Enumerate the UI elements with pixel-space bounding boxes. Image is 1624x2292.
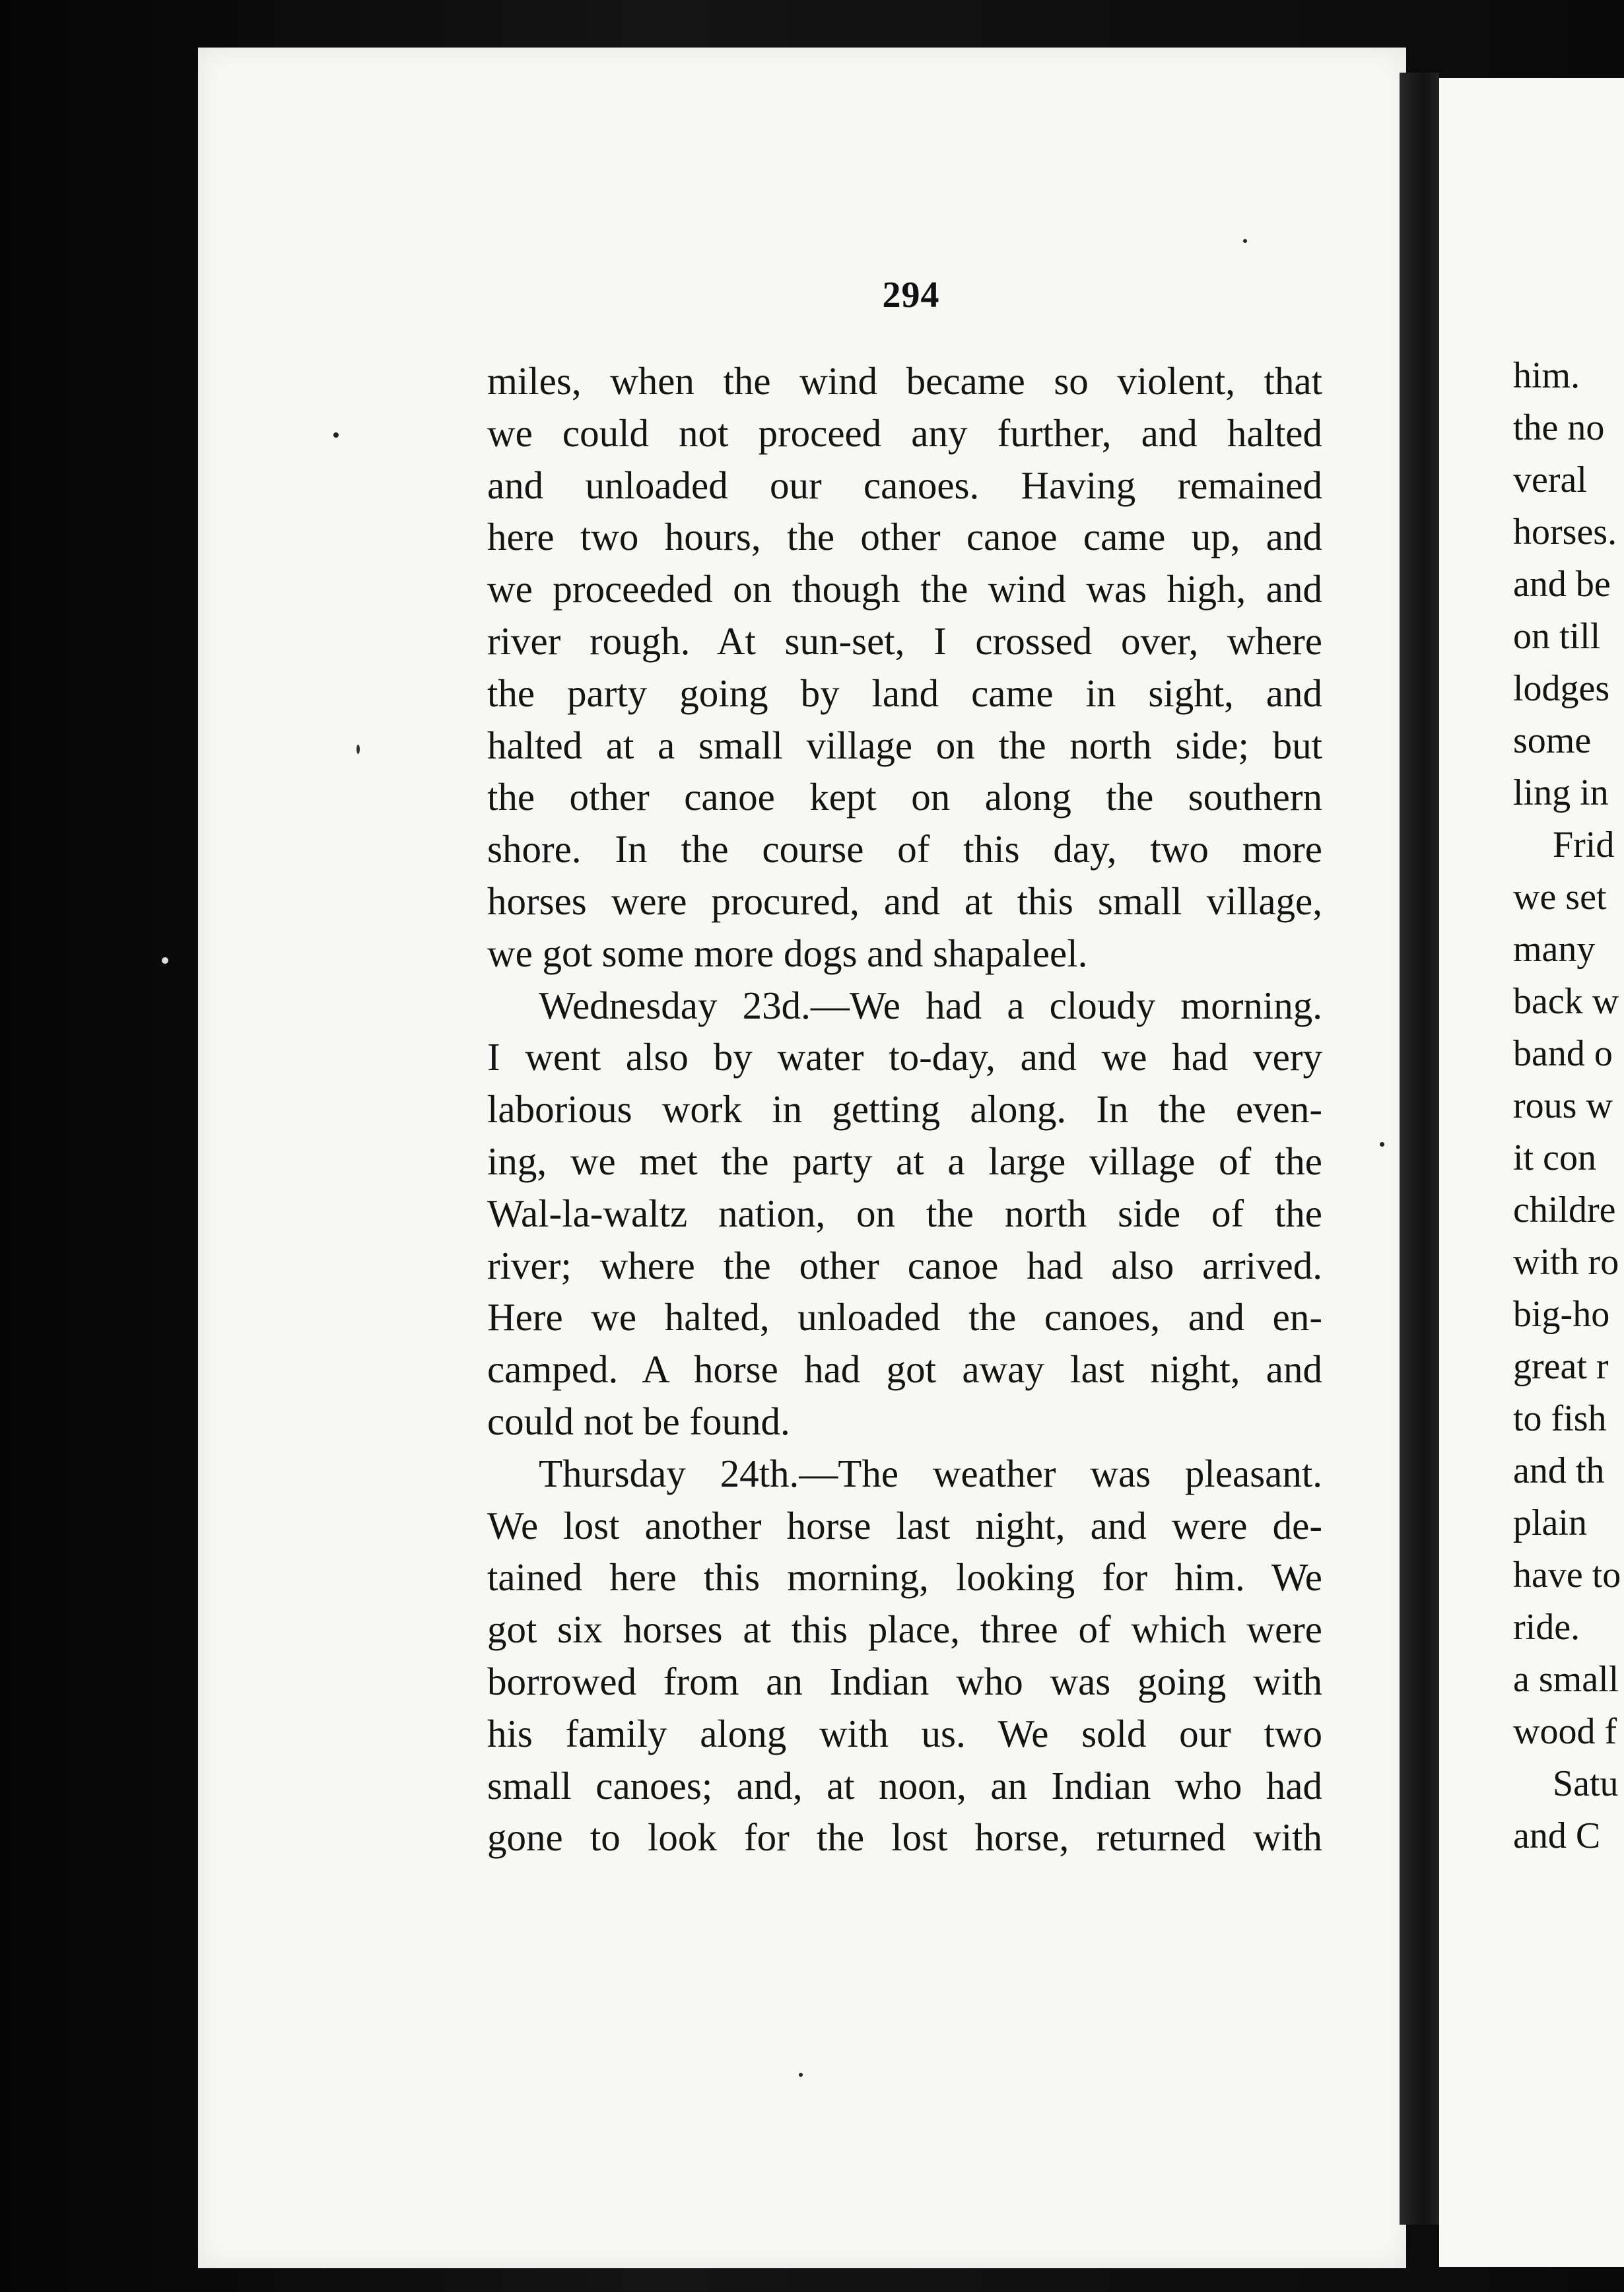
facing-text-line: Satu bbox=[1553, 1763, 1619, 1804]
facing-text-line: with ro bbox=[1513, 1242, 1619, 1283]
book-gutter bbox=[1400, 73, 1439, 2225]
facing-text-line: great r bbox=[1513, 1346, 1609, 1387]
text-line: river; where the other canoe had also arrived. bbox=[487, 1243, 1322, 1287]
text-line: gone to look for the lost horse, returned with bbox=[487, 1815, 1322, 1860]
facing-text-line: have to bbox=[1513, 1555, 1621, 1596]
facing-text-line: lodges bbox=[1513, 668, 1610, 709]
text-line: the other canoe kept on along the southern bbox=[487, 775, 1322, 819]
facing-text-line: plain bbox=[1513, 1502, 1587, 1543]
text-line: his family along with us. We sold our two bbox=[487, 1711, 1322, 1755]
text-line: borrowed from an Indian who was going with bbox=[487, 1659, 1322, 1703]
text-line: and unloaded our canoes. Having remained bbox=[487, 463, 1322, 507]
facing-text-line: it con bbox=[1513, 1137, 1596, 1178]
text-line: Wal-la-waltz nation, on the north side of the bbox=[487, 1191, 1322, 1235]
facing-text-line: veral bbox=[1513, 459, 1587, 500]
text-line: we proceeded on though the wind was high, and bbox=[487, 567, 1322, 611]
facing-page-text bbox=[1513, 350, 1624, 1862]
text-line: laborious work in getting along. In the even- bbox=[487, 1087, 1322, 1131]
facing-text-line: on till bbox=[1513, 616, 1601, 657]
facing-text-line: horses. bbox=[1513, 512, 1617, 553]
page-number: 294 bbox=[882, 275, 940, 316]
text-line: small canoes; and, at noon, an Indian who had bbox=[487, 1763, 1322, 1807]
scan-speck bbox=[333, 432, 339, 438]
text-line: the party going by land came in sight, and bbox=[487, 671, 1322, 715]
facing-text-line: a small bbox=[1513, 1659, 1619, 1700]
facing-text-line: band o bbox=[1513, 1033, 1613, 1074]
scan-speck bbox=[162, 957, 168, 964]
scan-speck bbox=[1380, 1142, 1384, 1147]
page-body-text bbox=[487, 355, 1322, 1864]
facing-text-line: and be bbox=[1513, 564, 1611, 605]
text-line: I went also by water to-day, and we had very bbox=[487, 1035, 1322, 1079]
text-line: halted at a small village on the north side; but bbox=[487, 723, 1322, 767]
facing-text-line: Frid bbox=[1553, 825, 1615, 865]
facing-text-line: rous w bbox=[1513, 1085, 1613, 1126]
text-line: Here we halted, unloaded the canoes, and en- bbox=[487, 1295, 1322, 1339]
facing-text-line: we set bbox=[1513, 877, 1607, 918]
facing-text-line: childre bbox=[1513, 1190, 1616, 1230]
text-line: we could not proceed any further, and halted bbox=[487, 411, 1322, 455]
text-line: horses were procured, and at this small village, bbox=[487, 879, 1322, 923]
text-line: We lost another horse last night, and were de- bbox=[487, 1503, 1322, 1547]
facing-text-line: ride. bbox=[1513, 1607, 1580, 1648]
text-line: got six horses at this place, three of which were bbox=[487, 1607, 1322, 1652]
facing-text-line: some bbox=[1513, 720, 1592, 761]
text-line: Wednesday 23d.—We had a cloudy morning. bbox=[539, 983, 1322, 1027]
scan-speck bbox=[356, 745, 360, 754]
text-line: tained here this morning, looking for him. We bbox=[487, 1555, 1322, 1600]
facing-text-line: him. bbox=[1513, 355, 1580, 396]
text-line: we got some more dogs and shapaleel. bbox=[487, 931, 1088, 975]
facing-text-line: many bbox=[1513, 929, 1596, 970]
facing-text-line: wood f bbox=[1513, 1711, 1617, 1752]
text-line: camped. A horse had got away last night, and bbox=[487, 1347, 1322, 1392]
text-line: river rough. At sun-set, I crossed over, where bbox=[487, 619, 1322, 663]
facing-text-line: the no bbox=[1513, 407, 1605, 448]
scan-speck bbox=[799, 2073, 803, 2077]
text-line: Thursday 24th.—The weather was pleasant. bbox=[539, 1451, 1322, 1495]
facing-text-line: and th bbox=[1513, 1450, 1605, 1491]
text-line: could not be found. bbox=[487, 1399, 790, 1443]
facing-text-line: ling in bbox=[1513, 772, 1609, 813]
scan-speck bbox=[1243, 239, 1247, 243]
facing-text-line: back w bbox=[1513, 981, 1619, 1022]
text-line: here two hours, the other canoe came up, and bbox=[487, 515, 1322, 559]
facing-text-line: and C bbox=[1513, 1815, 1601, 1856]
text-line: shore. In the course of this day, two more bbox=[487, 827, 1322, 871]
text-line: miles, when the wind became so violent, that bbox=[487, 359, 1322, 403]
facing-text-line: big-ho bbox=[1513, 1294, 1610, 1335]
facing-text-line: to fish bbox=[1513, 1398, 1607, 1439]
text-line: ing, we met the party at a large village of the bbox=[487, 1139, 1322, 1183]
